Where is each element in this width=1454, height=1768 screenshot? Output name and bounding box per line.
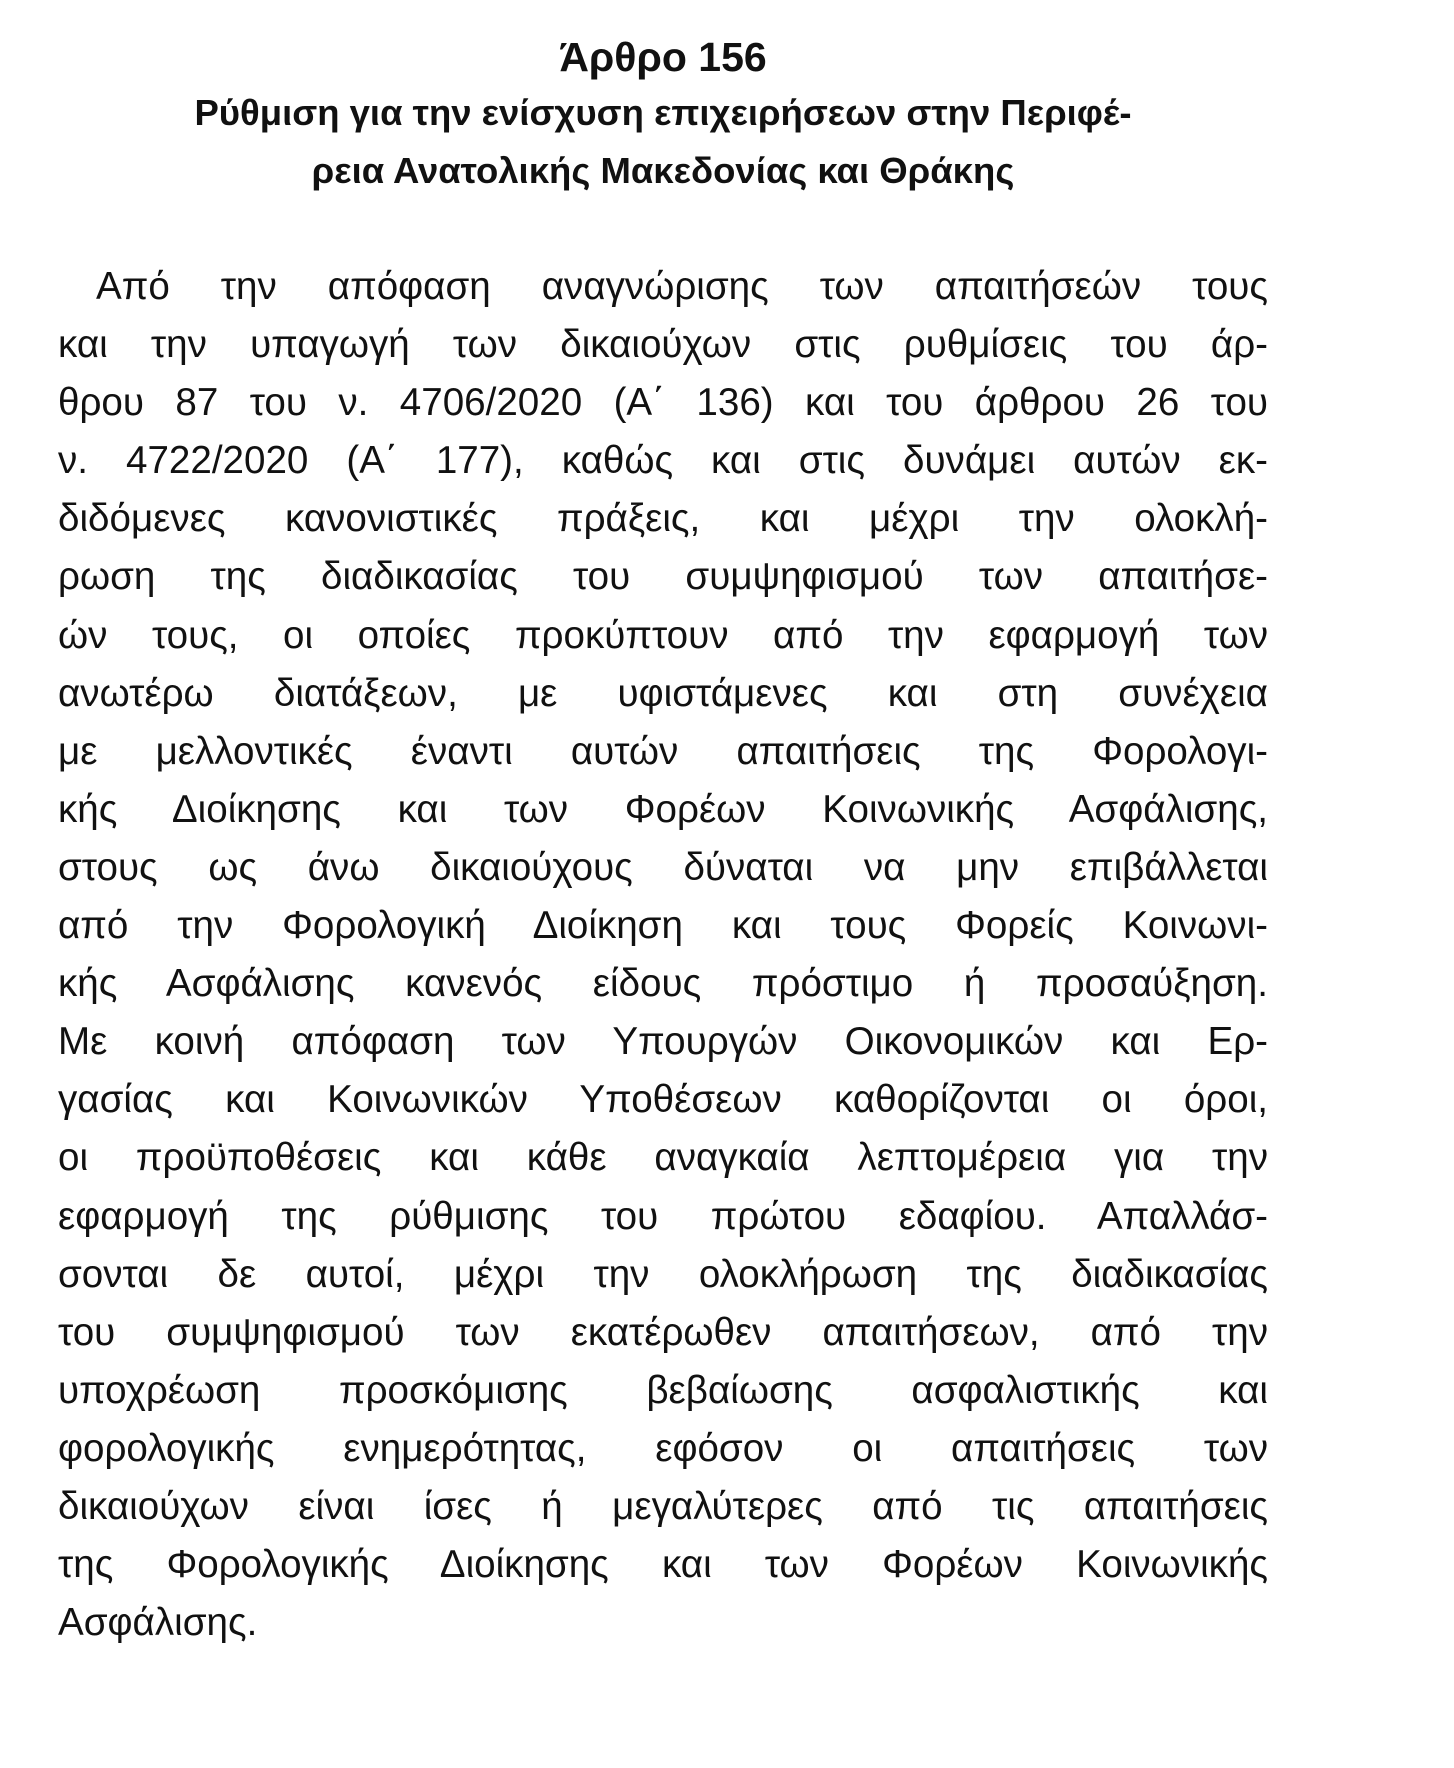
body-line: δικαιούχων είναι ίσες ή μεγαλύτερες από τις απαιτήσεις — [58, 1484, 1268, 1528]
article-heading — [58, 30, 1268, 200]
body-line: Ασφάλισης. — [58, 1601, 258, 1645]
body-line: κής Ασφάλισης κανενός είδους πρόστιμο ή προσαύξηση. — [58, 962, 1268, 1006]
body-line: υποχρέωση προσκόμισης βεβαίωσης ασφαλιστικής και — [58, 1368, 1268, 1412]
body-line: με μελλοντικές έναντι αυτών απαιτήσεις της Φορολογι- — [58, 729, 1268, 773]
article-number: Άρθρο 156 — [559, 34, 767, 80]
body-line: από την Φορολογική Διοίκηση και τους Φορείς Κοινωνι- — [58, 904, 1268, 948]
body-line: εφαρμογή της ρύθμισης του πρώτου εδαφίου. Απαλλάσ- — [58, 1194, 1268, 1238]
body-line: ρωση της διαδικασίας του συμψηφισμού των απαιτήσε- — [58, 555, 1268, 599]
body-line: οι προϋποθέσεις και κάθε αναγκαία λεπτομέρεια για την — [58, 1136, 1268, 1180]
body-line: Με κοινή απόφαση των Υπουργών Οικονομικών και Ερ- — [58, 1020, 1268, 1064]
body-line: θρου 87 του ν. 4706/2020 (Α΄ 136) και του άρθρου 26 του — [58, 381, 1268, 425]
body-line: κής Διοίκησης και των Φορέων Κοινωνικής Ασφάλισης, — [58, 787, 1268, 831]
article-title — [58, 84, 1268, 200]
body-line: Από την απόφαση αναγνώρισης των απαιτήσεών τους — [96, 265, 1268, 308]
body-line: ν. 4722/2020 (Α΄ 177), καθώς και στις δυνάμει αυτών εκ- — [58, 439, 1268, 483]
article-body — [58, 258, 1268, 1652]
body-line: του συμψηφισμού των εκατέρωθεν απαιτήσεων, από την — [58, 1310, 1268, 1354]
title-line: ρεια Ανατολικής Μακεδονίας και Θράκης — [311, 150, 1015, 191]
body-line: διδόμενες κανονιστικές πράξεις, και μέχρι την ολοκλή- — [58, 497, 1268, 541]
body-line: της Φορολογικής Διοίκησης και των Φορέων Κοινωνικής — [58, 1543, 1268, 1587]
body-line: γασίας και Κοινωνικών Υποθέσεων καθορίζονται οι όροι, — [58, 1078, 1268, 1122]
document-page — [58, 30, 1268, 1652]
title-line: Ρύθμιση για την ενίσχυση επιχειρήσεων στην Περιφέ- — [194, 92, 1132, 133]
body-line: φορολογικής ενημερότητας, εφόσον οι απαιτήσεις των — [58, 1426, 1268, 1470]
body-line: και την υπαγωγή των δικαιούχων στις ρυθμίσεις του άρ- — [58, 323, 1268, 367]
body-line: σονται δε αυτοί, μέχρι την ολοκλήρωση της διαδικασίας — [58, 1252, 1268, 1296]
body-line: ανωτέρω διατάξεων, με υφιστάμενες και στη συνέχεια — [58, 671, 1268, 715]
body-line: στους ως άνω δικαιούχους δύναται να μην επιβάλλεται — [58, 845, 1268, 889]
body-line: ών τους, οι οποίες προκύπτουν από την εφαρμογή των — [58, 613, 1268, 657]
